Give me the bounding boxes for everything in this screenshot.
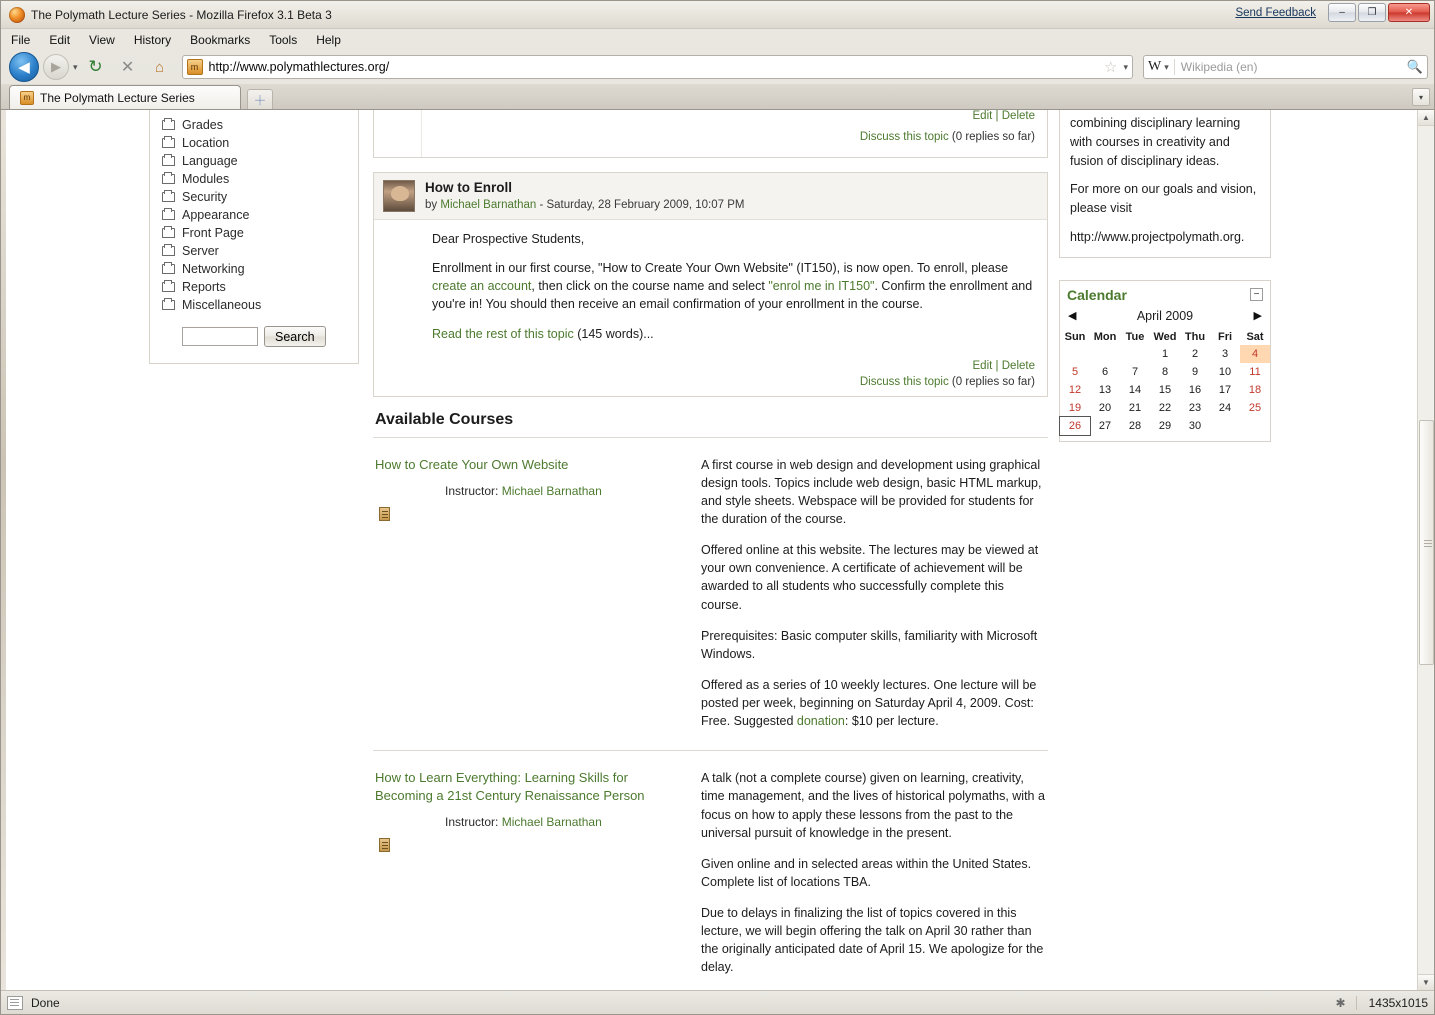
calendar-day[interactable]: 29: [1158, 419, 1172, 432]
search-button[interactable]: Search: [264, 326, 326, 347]
window-dimensions: 1435x1015: [1356, 996, 1428, 1010]
delete-link[interactable]: Delete: [1001, 359, 1035, 372]
weekday-sat: Sat: [1246, 330, 1264, 343]
calendar-day[interactable]: 22: [1158, 401, 1172, 414]
post-header: [374, 173, 1047, 220]
sidebar-item-label: Grades: [182, 118, 223, 132]
calendar-day[interactable]: 19: [1068, 401, 1082, 414]
sidebar-item-label: Location: [182, 136, 230, 150]
weekday-tue: Tue: [1125, 330, 1145, 343]
calendar-day[interactable]: 3: [1221, 347, 1229, 360]
post-discuss-row: [860, 131, 1035, 143]
menu-bar: [1, 29, 1434, 50]
calendar-day[interactable]: 28: [1128, 419, 1142, 432]
tab-label: The Polymath Lecture Series: [40, 90, 195, 105]
post-date: - Saturday, 28 February 2009, 10:07 PM: [539, 199, 745, 211]
search-input[interactable]: [182, 327, 258, 346]
navigation-toolbar: [1, 50, 1434, 84]
calendar-day[interactable]: [1210, 417, 1240, 435]
sidebar-item-grades[interactable]: [156, 116, 358, 134]
search-input[interactable]: Wikipedia (en): [1180, 60, 1258, 74]
minimize-icon[interactable]: −: [1250, 288, 1263, 301]
calendar-day[interactable]: [1090, 345, 1120, 363]
calendar-day-selected[interactable]: 26: [1060, 417, 1090, 435]
course-paragraph-cost: [701, 676, 1046, 730]
course-paragraph: A talk (not a complete course) given on learning, creativity, time management, and the lives of historical polymaths, with a focus on how to apply these lessons from the past to the universal pursuit of knowledge in the present.: [701, 771, 1045, 840]
post-how-to-enroll: [373, 172, 1048, 397]
firefox-logo-icon: [9, 7, 25, 23]
bookmark-star-icon[interactable]: ☆: [1104, 59, 1118, 76]
page-viewport: [1, 110, 1434, 990]
calendar-day[interactable]: 30: [1188, 419, 1202, 432]
folder-icon: [162, 210, 175, 220]
discuss-topic-link[interactable]: Discuss this topic: [859, 131, 949, 143]
course-instructor: [375, 815, 687, 829]
calendar-week-row: [1060, 381, 1270, 399]
course-summary-icon[interactable]: [379, 507, 390, 521]
donation-link[interactable]: donation: [796, 714, 845, 729]
bug-icon[interactable]: ✱: [1335, 995, 1346, 1010]
sidebar-item-label: Miscellaneous: [182, 298, 262, 312]
sidebar-item-label: Modules: [182, 172, 230, 186]
post-paragraph: [432, 259, 1033, 313]
cost-text-prefix: Offered as a series of 10 weekly lectures. One lecture will be posted per week, beginning on Saturday April 4, 2009. Cost: Free. Suggested: [701, 677, 1037, 729]
main-column: [373, 110, 1048, 990]
window-controls: [1235, 3, 1430, 22]
post-fragment-avatar-column: [374, 110, 422, 157]
web-page: [1, 110, 1417, 990]
tab-strip: [1, 84, 1434, 110]
available-courses-heading: Available Courses: [373, 411, 1048, 438]
calendar-day[interactable]: 17: [1218, 383, 1232, 396]
calendar-week-row: [1060, 399, 1270, 417]
reload-icon[interactable]: ↻: [88, 57, 103, 76]
folder-icon: [162, 282, 175, 292]
calendar-day[interactable]: 13: [1098, 383, 1112, 396]
sidebar-item-modules[interactable]: [156, 170, 358, 188]
calendar-day[interactable]: 9: [1191, 365, 1199, 378]
address-bar[interactable]: [182, 55, 1133, 79]
course-row: [373, 751, 1048, 990]
calendar-day[interactable]: [1240, 417, 1270, 435]
title-bar: [1, 1, 1434, 29]
stop-icon[interactable]: ✕: [120, 59, 135, 76]
calendar-day[interactable]: 8: [1161, 365, 1169, 378]
calendar-day[interactable]: 6: [1101, 365, 1109, 378]
post-actions: [374, 360, 1047, 376]
scroll-down-button[interactable]: ▼: [1418, 974, 1434, 990]
settings-list: [150, 110, 358, 314]
menu-item-history[interactable]: History: [133, 32, 172, 47]
new-tab-button[interactable]: ＋: [247, 89, 273, 109]
course-description: [701, 456, 1046, 731]
edit-link[interactable]: Edit: [972, 359, 993, 372]
address-dropdown-icon[interactable]: ▾: [1123, 61, 1128, 72]
window-title: The Polymath Lecture Series - Mozilla Firefox 3.1 Beta 3: [31, 7, 332, 22]
scroll-up-button[interactable]: ▲: [1418, 110, 1434, 126]
folder-icon: [162, 174, 175, 184]
calendar-nav: [1060, 307, 1270, 329]
course-left: [375, 456, 701, 731]
course-link[interactable]: How to Create Your Own Website: [375, 456, 569, 472]
sidebar-item-reports[interactable]: [156, 278, 358, 296]
course-paragraph: A first course in web design and development using graphical design tools. Topics include web design, basic HTML markup, and style sheets. Webspace will be provided for students for the duration of the course.: [701, 457, 1042, 526]
calendar-day[interactable]: 11: [1249, 365, 1261, 378]
prev-month-icon[interactable]: ◀: [1068, 310, 1077, 322]
sidebar-item-appearance[interactable]: [156, 206, 358, 224]
delete-link[interactable]: Delete: [1001, 110, 1035, 122]
post-actions: [973, 110, 1035, 122]
replies-count: (0 replies so far): [951, 375, 1035, 388]
calendar-day[interactable]: 18: [1248, 383, 1262, 396]
course-paragraph: Given online and in selected areas within the United States. Complete list of locations TBA.: [701, 856, 1032, 889]
scrollbar-thumb[interactable]: [1419, 420, 1434, 665]
calendar-day[interactable]: 20: [1098, 401, 1112, 414]
calendar-day[interactable]: 21: [1128, 401, 1142, 414]
page-scrollbar[interactable]: [1417, 110, 1434, 990]
calendar-day[interactable]: 16: [1188, 383, 1202, 396]
calendar-table: [1060, 329, 1270, 435]
calendar-day[interactable]: 7: [1131, 365, 1139, 378]
menu-item-file[interactable]: File: [11, 32, 31, 47]
course-link[interactable]: How to Learn Everything: Learning Skills for Becoming a 21st Century Renaissance Person: [375, 770, 645, 804]
course-paragraph: Prerequisites: Basic computer skills, familiarity with Microsoft Windows.: [701, 628, 1038, 661]
sidebar-item-server[interactable]: [156, 242, 358, 260]
sidebar-item-label: Language: [182, 154, 238, 168]
close-button[interactable]: ✕: [1388, 3, 1430, 22]
weekday-wed: Wed: [1153, 330, 1177, 343]
sidebar-item-language[interactable]: [156, 152, 358, 170]
instructor-label: Instructor:: [445, 483, 499, 498]
post-text-part2: , then click on the course name and select: [531, 279, 769, 294]
folder-icon: [162, 192, 175, 202]
status-text: Done: [31, 995, 60, 1010]
calendar-header: [1060, 281, 1270, 307]
search-icon[interactable]: 🔍: [1406, 59, 1423, 74]
sidebar-item-security[interactable]: [156, 188, 358, 206]
sidebar-item-miscellaneous[interactable]: [156, 296, 358, 314]
post-author-link[interactable]: Michael Barnathan: [440, 199, 537, 211]
calendar-month-label: April 2009: [1136, 308, 1194, 323]
folder-icon: [162, 156, 175, 166]
right-column: [1059, 110, 1271, 442]
folder-icon: [162, 228, 175, 238]
chevron-down-icon[interactable]: ▾: [1164, 61, 1169, 72]
tab-list-dropdown-icon[interactable]: ▾: [1412, 88, 1430, 106]
calendar-day[interactable]: 12: [1068, 383, 1082, 396]
back-icon[interactable]: ◀: [9, 52, 39, 82]
calendar-weekday-row: [1060, 329, 1270, 345]
weekday-fri: Fri: [1217, 330, 1233, 343]
menu-item-help[interactable]: Help: [316, 32, 341, 47]
history-dropdown-icon[interactable]: ▾: [73, 61, 78, 72]
calendar-day[interactable]: 10: [1218, 365, 1232, 378]
folder-icon: [162, 246, 175, 256]
create-account-link[interactable]: create an account: [432, 279, 532, 294]
tab-favicon-icon: m: [20, 91, 34, 105]
post-meta: [425, 199, 744, 211]
calendar-day[interactable]: 27: [1098, 419, 1112, 432]
status-right: [1336, 996, 1428, 1010]
menu-item-view[interactable]: View: [89, 32, 115, 47]
calendar-title: Calendar: [1067, 286, 1127, 303]
sidebar-item-label: Networking: [182, 262, 245, 276]
calendar-day[interactable]: 25: [1248, 401, 1262, 414]
calendar-day[interactable]: 23: [1188, 401, 1202, 414]
about-paragraph: combining disciplinary learning with courses in creativity and fusion of disciplinary ideas.: [1070, 116, 1241, 168]
post-body: [374, 220, 1047, 360]
course-left: [375, 769, 701, 976]
menu-item-bookmarks[interactable]: Bookmarks: [190, 32, 251, 47]
discuss-topic-link[interactable]: Discuss this topic: [859, 375, 949, 388]
post-text-part3: . Confirm the enrollment and you're in! You should then receive an email confirmation of your enrollment in the course.: [432, 279, 1033, 312]
post-fragment-top: [373, 110, 1048, 158]
calendar-day-today[interactable]: 4: [1240, 345, 1270, 363]
calendar-day[interactable]: 1: [1161, 347, 1169, 360]
page-left-edge: [1, 110, 6, 990]
sidebar-item-label: Front Page: [182, 226, 244, 240]
about-paragraph: For more on our goals and vision, please visit: [1070, 182, 1257, 215]
home-icon[interactable]: ⌂: [155, 58, 165, 76]
sidebar-item-label: Appearance: [182, 208, 250, 222]
next-month-icon[interactable]: ▶: [1253, 310, 1262, 322]
settings-block: [149, 110, 359, 364]
separator: |: [995, 110, 999, 122]
course-description: [701, 769, 1046, 976]
avatar: [383, 180, 415, 212]
edit-link[interactable]: Edit: [972, 110, 993, 122]
word-count: (145 words)...: [577, 326, 654, 341]
scrollbar-grip-icon: [1424, 540, 1432, 541]
sidebar-search: [182, 326, 358, 347]
minimize-button[interactable]: –: [1328, 3, 1356, 22]
replies-count: (0 replies so far): [951, 131, 1035, 143]
site-favicon-icon: m: [187, 59, 203, 75]
calendar-day[interactable]: 15: [1158, 383, 1172, 396]
sidebar-item-networking[interactable]: [156, 260, 358, 278]
course-instructor: [375, 484, 687, 498]
calendar-day[interactable]: 5: [1071, 365, 1079, 378]
post-text-part1: Enrollment in our first course, "How to Create Your Own Website" (IT150), is now open. To enroll, please: [432, 261, 1009, 276]
project-polymath-url[interactable]: http://www.projectpolymath.org.: [1070, 229, 1245, 244]
maximize-button[interactable]: ❐: [1358, 3, 1386, 22]
calendar-day[interactable]: 2: [1191, 347, 1199, 360]
weekday-sun: Sun: [1064, 330, 1086, 343]
tab-polymath-lecture-series[interactable]: [9, 85, 241, 109]
folder-icon: [162, 264, 175, 274]
search-engine-selector[interactable]: [1148, 59, 1175, 75]
search-bar[interactable]: [1143, 55, 1428, 79]
calendar-week-row: [1060, 345, 1270, 363]
url-text[interactable]: http://www.polymathlectures.org/: [208, 60, 390, 74]
weekday-mon: Mon: [1093, 330, 1117, 343]
post-title: How to Enroll: [425, 180, 512, 195]
course-row: [373, 438, 1048, 752]
separator: |: [995, 359, 999, 372]
course-paragraph: Offered online at this website. The lectures may be viewed at your own convenience. A certificate of achievement will be awarded to all students who successfully complete this course.: [701, 543, 1039, 612]
sidebar-item-front-page[interactable]: [156, 224, 358, 242]
calendar-day[interactable]: 14: [1128, 383, 1142, 396]
folder-icon: [162, 300, 175, 310]
course-paragraph: Due to delays in finalizing the list of topics covered in this lecture, we will begin offering the talk on April 30 rather than the originally anticipated date of April 15. We apologize for the delay.: [701, 906, 1044, 975]
wikipedia-icon: W: [1148, 59, 1162, 74]
calendar-block: [1059, 280, 1271, 442]
read-rest-link[interactable]: Read the rest of this topic: [432, 326, 574, 341]
about-block: [1059, 110, 1271, 258]
calendar-day[interactable]: [1120, 345, 1150, 363]
folder-icon: [162, 138, 175, 148]
sidebar-item-label: Reports: [182, 280, 226, 294]
sidebar-item-location[interactable]: [156, 134, 358, 152]
instructor-label: Instructor:: [445, 815, 499, 830]
post-discuss-row: [374, 376, 1047, 396]
cost-text-suffix: : $10 per lecture.: [844, 714, 939, 729]
menu-item-edit[interactable]: Edit: [49, 32, 71, 47]
post-read-rest-row: [432, 325, 1033, 343]
course-summary-icon[interactable]: [379, 838, 390, 852]
sidebar-item-label: Security: [182, 190, 228, 204]
calendar-week-row: [1060, 363, 1270, 381]
calendar-day[interactable]: [1060, 345, 1090, 363]
post-greeting: Dear Prospective Students,: [432, 232, 585, 246]
instructor-link[interactable]: Michael Barnathan: [501, 815, 602, 830]
menu-item-tools[interactable]: Tools: [269, 32, 298, 47]
status-bar: [1, 990, 1434, 1014]
calendar-week-row: [1060, 417, 1270, 435]
instructor-link[interactable]: Michael Barnathan: [501, 483, 602, 498]
send-feedback-link[interactable]: Send Feedback: [1235, 6, 1316, 19]
folder-icon: [162, 120, 175, 130]
calendar-day[interactable]: 24: [1218, 401, 1232, 414]
forward-icon[interactable]: ▶: [43, 54, 69, 80]
by-label: by: [425, 199, 438, 211]
enrol-me-link[interactable]: "enrol me in IT150": [768, 279, 875, 294]
sidebar-item-label: Server: [182, 244, 219, 258]
weekday-thu: Thu: [1184, 330, 1206, 343]
page-status-icon: [7, 996, 23, 1010]
